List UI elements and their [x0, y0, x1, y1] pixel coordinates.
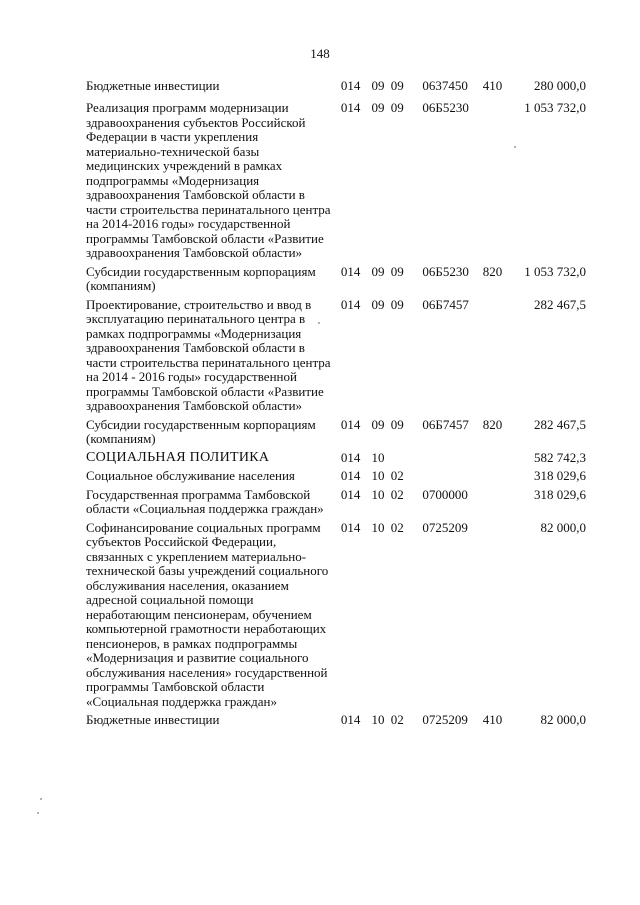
- row-sum: 318 029,6: [534, 468, 586, 483]
- row-pr: 09: [390, 100, 404, 115]
- row-vr: 410: [482, 78, 503, 93]
- row-name: Проектирование, строительство и ввод в эксплуатацию перинатального центра в рамках подпрограммы «Модернизация здравоохранения Тамбовской области в части строительства перинатального центра на 2014 - 2016 годы» государственной программы Тамбовской области «Развитие здравоохранения Тамбовской области»: [86, 296, 331, 413]
- row-cs: 0725209: [422, 519, 468, 535]
- row-vr: [483, 298, 515, 418]
- table-row: [86, 469, 586, 488]
- row-cs: 06Б7457: [422, 296, 469, 312]
- table-row: [86, 713, 586, 732]
- row-rz: 10: [371, 449, 385, 465]
- row-vr: [483, 521, 515, 714]
- budget-table: [86, 79, 586, 732]
- row-rz: 09: [371, 263, 385, 279]
- scan-speck: [318, 322, 320, 324]
- table-row: [86, 265, 586, 298]
- row-name: Бюджетные инвестиции: [86, 712, 220, 727]
- row-rz: 09: [371, 416, 385, 432]
- row-name: Реализация программ модернизации здравоохранения субъектов Российской Федерации в части укрепления материально-технической базы медицинских учреждений в рамках подпрограммы «Модернизация здравоохранения Тамбовской области в части строительства перинатального центра на 2014-2016 годы» государственной программы Тамбовской области «Развитие здравоохранения Тамбовской области»: [86, 100, 331, 260]
- row-pr: 02: [390, 468, 404, 483]
- row-sum: 1 053 732,0: [524, 100, 586, 115]
- row-name: Бюджетные инвестиции: [86, 78, 220, 93]
- table-row: [86, 79, 586, 101]
- table-row: [86, 488, 586, 521]
- row-cs: 06Б7457: [422, 416, 469, 432]
- row-ved: 014: [340, 296, 361, 312]
- row-rz: 10: [371, 519, 385, 535]
- row-sum: 318 029,6: [534, 486, 586, 502]
- row-pr: 02: [390, 712, 404, 727]
- row-ved: 014: [340, 519, 361, 535]
- row-ved: 014: [340, 78, 361, 93]
- row-cs: 06Б5230: [422, 263, 469, 279]
- row-vr: [483, 488, 515, 521]
- row-sum: 280 000,0: [534, 78, 586, 93]
- row-vr: 820: [482, 263, 503, 279]
- table-row: [86, 418, 586, 451]
- section-title: СОЦИАЛЬНАЯ ПОЛИТИКА: [86, 449, 270, 465]
- table-row: [86, 521, 586, 714]
- row-name: Государственная программа Тамбовской области «Социальная поддержка граждан»: [86, 486, 324, 516]
- row-ved: 014: [340, 263, 361, 279]
- row-sum: 282 467,5: [534, 416, 586, 432]
- row-vr: [483, 101, 515, 265]
- row-ved: 014: [340, 486, 361, 502]
- row-cs: 06Б5230: [422, 100, 469, 115]
- row-sum: 1 053 732,0: [524, 263, 586, 279]
- row-cs: 0725209: [422, 712, 468, 727]
- row-vr: [483, 451, 515, 470]
- row-name: Субсидии государственным корпорациям (компаниям): [86, 263, 316, 293]
- table-row: [86, 298, 586, 418]
- row-pr: 09: [390, 263, 404, 279]
- table-row-section: [86, 451, 586, 470]
- row-vr: [483, 469, 515, 488]
- row-pr: 02: [390, 486, 404, 502]
- row-pr: 09: [390, 416, 404, 432]
- row-ved: 014: [340, 449, 361, 465]
- row-pr: [391, 451, 423, 470]
- scan-speck: [40, 798, 42, 800]
- row-ved: 014: [340, 712, 361, 727]
- row-rz: 09: [371, 296, 385, 312]
- row-rz: 09: [371, 78, 385, 93]
- row-name: Социальное обслуживание населения: [86, 468, 295, 483]
- row-vr: 410: [482, 712, 503, 727]
- row-pr: 09: [390, 78, 404, 93]
- row-sum: 582 742,3: [534, 449, 586, 465]
- row-rz: 10: [371, 468, 385, 483]
- row-pr: 09: [390, 296, 404, 312]
- page-number: 148: [310, 46, 330, 61]
- row-name: Софинансирование социальных программ субъектов Российской Федерации, связанных с укреплением материально-технической базы учреждений социального обслуживания населения, оказанием адресной социальной помощи неработающим пенсионерам, обучением компьютерной грамотности неработающих пенсионеров, в рамках подпрограммы «Модернизация и развитие социального обслуживания населения» государственной программы Тамбовской области «Социальная поддержка граждан»: [86, 519, 329, 709]
- row-sum: 82 000,0: [540, 712, 586, 727]
- row-ved: 014: [340, 100, 361, 115]
- row-vr: 820: [482, 416, 503, 432]
- row-cs: 0637450: [422, 78, 468, 93]
- row-pr: 02: [390, 519, 404, 535]
- row-cs: [422, 469, 482, 488]
- row-sum: 282 467,5: [534, 296, 586, 312]
- row-sum: 82 000,0: [540, 519, 586, 535]
- row-ved: 014: [340, 416, 361, 432]
- row-name: Субсидии государственным корпорациям (компаниям): [86, 416, 316, 446]
- row-ved: 014: [340, 468, 361, 483]
- table-row: [86, 101, 586, 265]
- row-rz: 10: [371, 712, 385, 727]
- row-cs: 0700000: [422, 486, 468, 502]
- row-rz: 09: [371, 100, 385, 115]
- row-rz: 10: [371, 486, 385, 502]
- row-cs: [422, 451, 482, 470]
- scan-speck: [514, 146, 516, 148]
- scan-speck: [37, 812, 39, 814]
